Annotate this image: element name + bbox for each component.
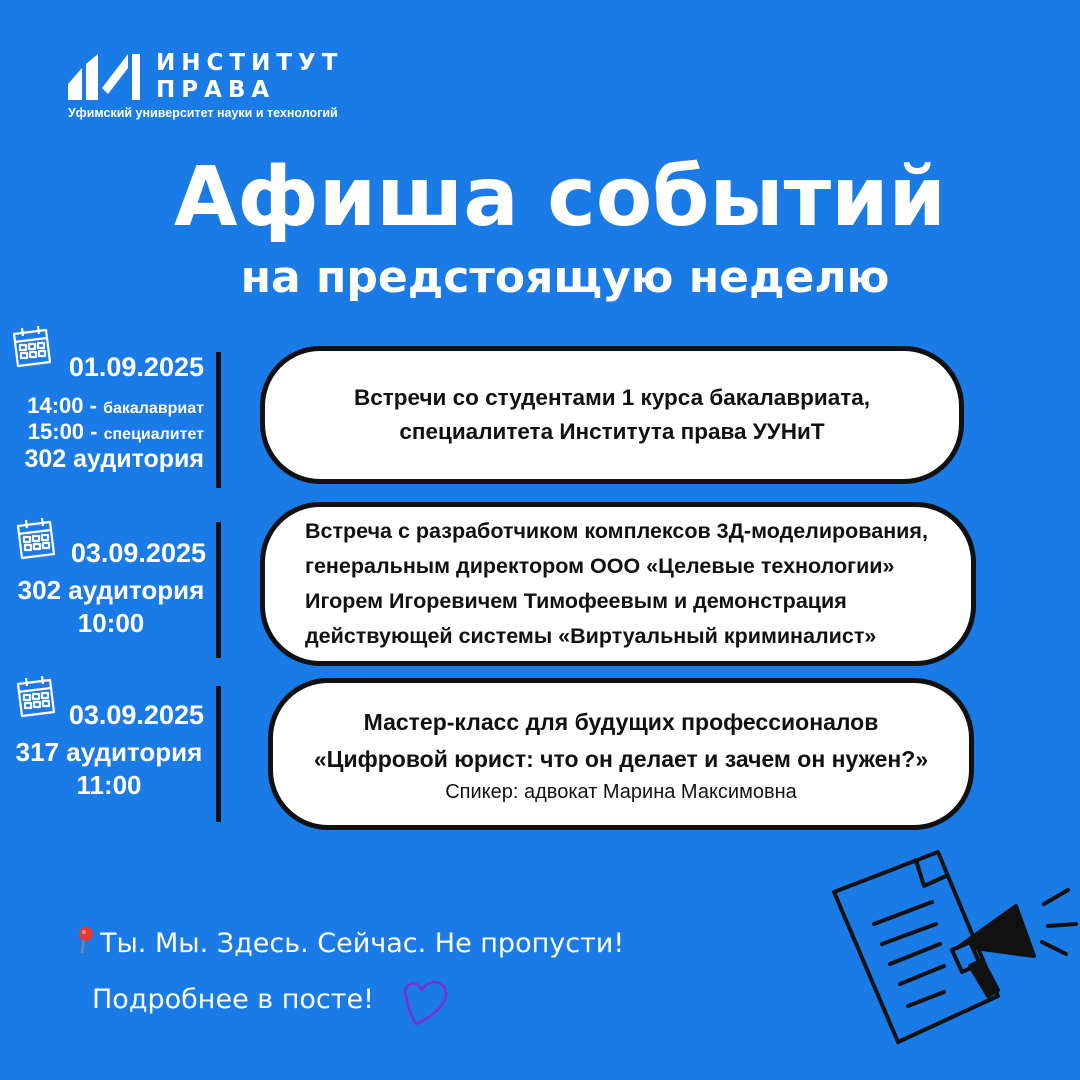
- event-2-room: 302 аудитория: [17, 575, 205, 605]
- event-2-description-line2: генеральным директором ООО «Целевые технологии»: [305, 554, 895, 579]
- document-megaphone-icon: [820, 846, 1080, 1076]
- event-2-description-line1: Встреча с разработчиком комплексов 3Д-моделирования,: [305, 519, 928, 544]
- event-3-time: 11:00: [76, 770, 142, 800]
- logo-mark-icon: [68, 54, 144, 100]
- page-subtitle: на предстоящую неделю: [240, 252, 890, 303]
- event-2-date: 03.09.2025: [70, 538, 206, 568]
- footer-slogan: Ты. Мы. Здесь. Сейчас. Не пропусти!: [100, 928, 625, 959]
- event-2-description-line4: действующей системы «Виртуальный криминалист»: [305, 623, 877, 648]
- event-1-description-line1: Встречи со студентами 1 курса бакалавриата,: [353, 385, 871, 411]
- event-2-divider: [216, 522, 221, 658]
- event-2-time: 10:00: [77, 608, 145, 638]
- event-1-time2: 15:00: [27, 419, 85, 444]
- event-1-date: 01.09.2025: [68, 352, 204, 382]
- event-3-divider: [216, 686, 221, 822]
- event-3-description-line2: «Цифровой юрист: что он делает и зачем он нужен?»: [313, 745, 929, 772]
- event-1-description-line2: специалитета Института права УУНиТ: [399, 419, 825, 444]
- event-3-description: [273, 704, 969, 778]
- event-1-info: 01.09.2025 14:00 - бакалавриат 15:00 - специалитет 302 аудитория: [14, 352, 204, 474]
- event-3-card: [268, 678, 974, 830]
- event-3-date: 03.09.2025: [68, 700, 204, 730]
- heart-icon: [398, 976, 454, 1028]
- event-1-description: [265, 381, 959, 449]
- event-2-card: [260, 502, 976, 666]
- event-1-time1-label: бакалавриат: [103, 400, 204, 417]
- event-2-info: [16, 538, 206, 639]
- event-3-room: 317 аудитория: [15, 737, 203, 767]
- pin-icon: [76, 926, 96, 954]
- event-1-time1: 14:00: [27, 393, 84, 418]
- event-1-room: 302 аудитория: [24, 445, 204, 473]
- logo-line2: ПРАВА: [156, 77, 276, 103]
- logo-line1: ИНСТИТУТ: [156, 50, 344, 76]
- page-title: Афиша событий: [173, 150, 947, 245]
- event-3-speaker: Спикер: адвокат Марина Максимовна: [445, 781, 797, 804]
- event-1-card: [260, 346, 964, 484]
- logo-subtitle: Уфимский университет науки и технологий: [68, 106, 338, 120]
- event-2-description: [305, 514, 971, 653]
- event-3-description-line1: Мастер-класс для будущих профессионалов: [363, 708, 879, 735]
- event-1-divider: [216, 352, 221, 488]
- event-2-description-line3: Игорем Игоревичем Тимофеевым и демонстрация: [305, 589, 847, 613]
- event-1-time2-label: специалитет: [103, 426, 204, 443]
- event-3-info: [14, 700, 204, 801]
- footer-more-link[interactable]: Подробнее в посте!: [92, 984, 374, 1015]
